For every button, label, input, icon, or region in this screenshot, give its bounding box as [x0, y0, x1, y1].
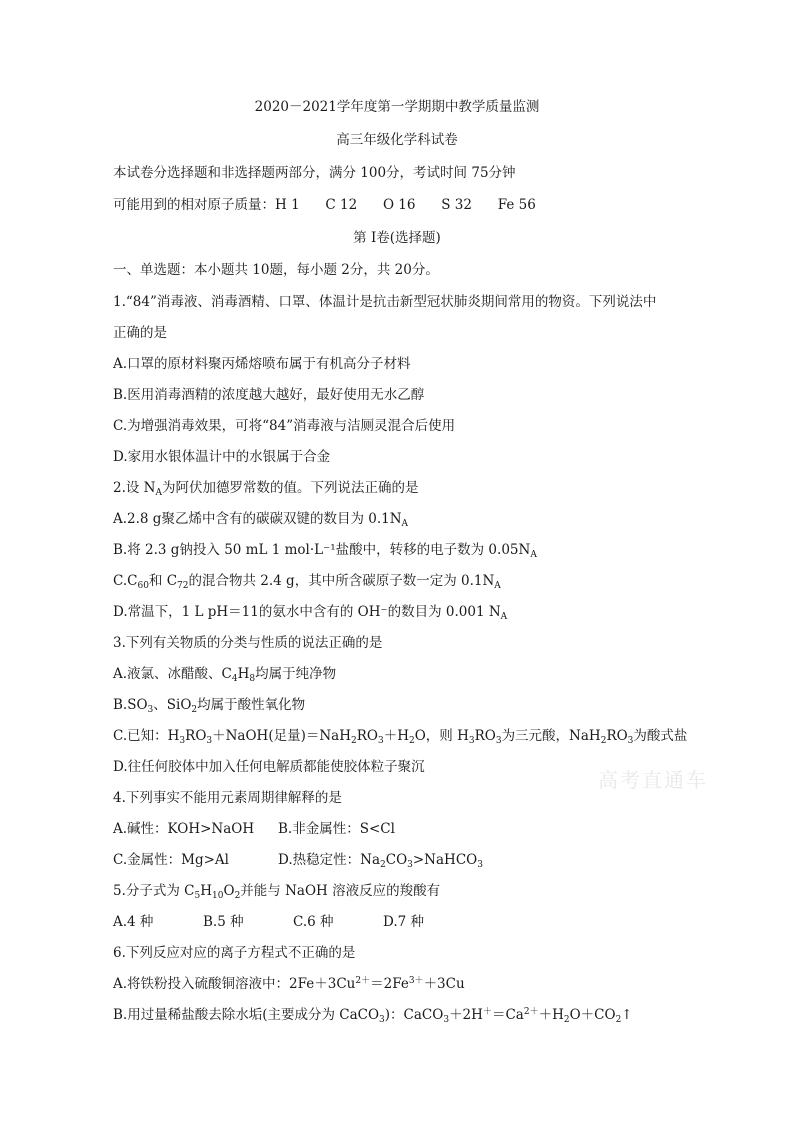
q3-option-a: A.液氯、冰醋酸、$C_4H_8$均属于纯净物 — [113, 666, 337, 684]
q1-option-c: C.为增强消毒效果，可将“84”消毒液与洁厕灵混合后使用 — [113, 418, 456, 434]
atomic-masses: 可能用到的相对原子质量：H 1 C 12 O 16 S 32 Fe 56 — [113, 197, 536, 213]
q3-option-c: C.已知：$H_3RO_3+NaOH$(足量)$=NaH_2RO_3+H_2O$，则 $H_3RO_3$为三元酸，$NaH_2RO_3$为酸式盐 — [113, 728, 688, 746]
section-heading: 一、单选题：本小题共 10题，每小题 2分，共 20分。 — [113, 262, 439, 278]
watermark: 高考直通车 — [598, 768, 708, 792]
q1-stem-line2: 正确的是 — [113, 325, 167, 341]
q5-option-a: A.4 种 — [113, 914, 154, 930]
q5-option-b: B.5 种 — [203, 914, 244, 930]
q5-option-c: C.6 种 — [293, 914, 334, 930]
q6-option-a: A.将铁粉投入硫酸铜溶液中：$2Fe+3Cu^{2+}=2Fe^{3+}+3Cu$ — [113, 976, 465, 992]
q6-stem: 6.下列反应对应的离子方程式不正确的是 — [113, 945, 356, 961]
q4-option-c: C.金属性：Mg>Al — [113, 852, 229, 868]
q1-stem-line1: 1.“84”消毒液、消毒酒精、口罩、体温计是抗击新型冠状肺炎期间常用的物资。下列说法中 — [113, 294, 657, 310]
q2-option-c: $C.C_{60}$和 $C_{72}$的混合物共 2.4 g，其中所含碳原子数一定为 $0.1N_A$ — [113, 573, 501, 591]
q4-options-ab — [113, 820, 734, 838]
q4-option-b: B.非金属性：S<Cl — [278, 821, 395, 837]
q1-option-d: D.家用水银体温计中的水银属于合金 — [113, 449, 331, 465]
q2-option-a: A.2.8 g聚乙烯中含有的碳碳双键的数目为 $0.1N_A$ — [113, 511, 409, 529]
exam-subtitle: 高三年级化学科试卷 — [336, 132, 458, 148]
q4-option-a: A.碱性：KOH>NaOH — [113, 821, 255, 837]
q1-option-b: B.医用消毒酒精的浓度越大越好，最好使用无水乙醇 — [113, 387, 425, 403]
q6-option-b: B.用过量稀盐酸去除水垢(主要成分为 CaCO$_3$)：$CaCO_3+2H^+=Ca^{2+}+H_2O+CO_2↑$ — [113, 1007, 633, 1025]
q4-option-d: D.热稳定性：$Na_2CO_3>NaHCO_3$ — [278, 852, 483, 870]
q3-option-d: D.往任何胶体中加入任何电解质都能使胶体粒子聚沉 — [113, 759, 425, 775]
q2-option-b: B.将 2.3 g钠投入 50 mL 1 mol·L⁻¹盐酸中，转移的电子数为 $0.05N_A$ — [113, 542, 537, 560]
q1-option-a: A.口罩的原材料聚丙烯熔喷布属于有机高分子材料 — [113, 356, 411, 372]
q5-options — [113, 913, 734, 931]
exam-instructions: 本试卷分选择题和非选择题两部分，满分 100分，考试时间 75分钟 — [113, 165, 516, 181]
q3-stem: 3.下列有关物质的分类与性质的说法正确的是 — [113, 635, 383, 651]
q3-option-b: $B.SO_3$、SiO$_2$均属于酸性氧化物 — [113, 697, 306, 715]
q5-stem: 5.分子式为 $C_5H_{10}O_2$并能与 NaOH 溶液反应的羧酸有 — [113, 883, 441, 901]
exam-title: 2020－2021学年度第一学期期中教学质量监测 — [254, 99, 540, 115]
section-title: 第 I卷(选择题) — [353, 230, 441, 246]
q4-stem: 4.下列事实不能用元素周期律解释的是 — [113, 790, 342, 806]
q2-option-d: D.常温下，1 L pH＝11的氨水中含有的 OH⁻的数目为 0.001 $N_A$ — [113, 604, 508, 622]
q5-option-d: D.7 种 — [383, 914, 425, 930]
q2-stem: 2.设 $N_A$为阿伏加德罗常数的值。下列说法正确的是 — [113, 480, 419, 498]
q4-options-cd — [113, 851, 734, 869]
